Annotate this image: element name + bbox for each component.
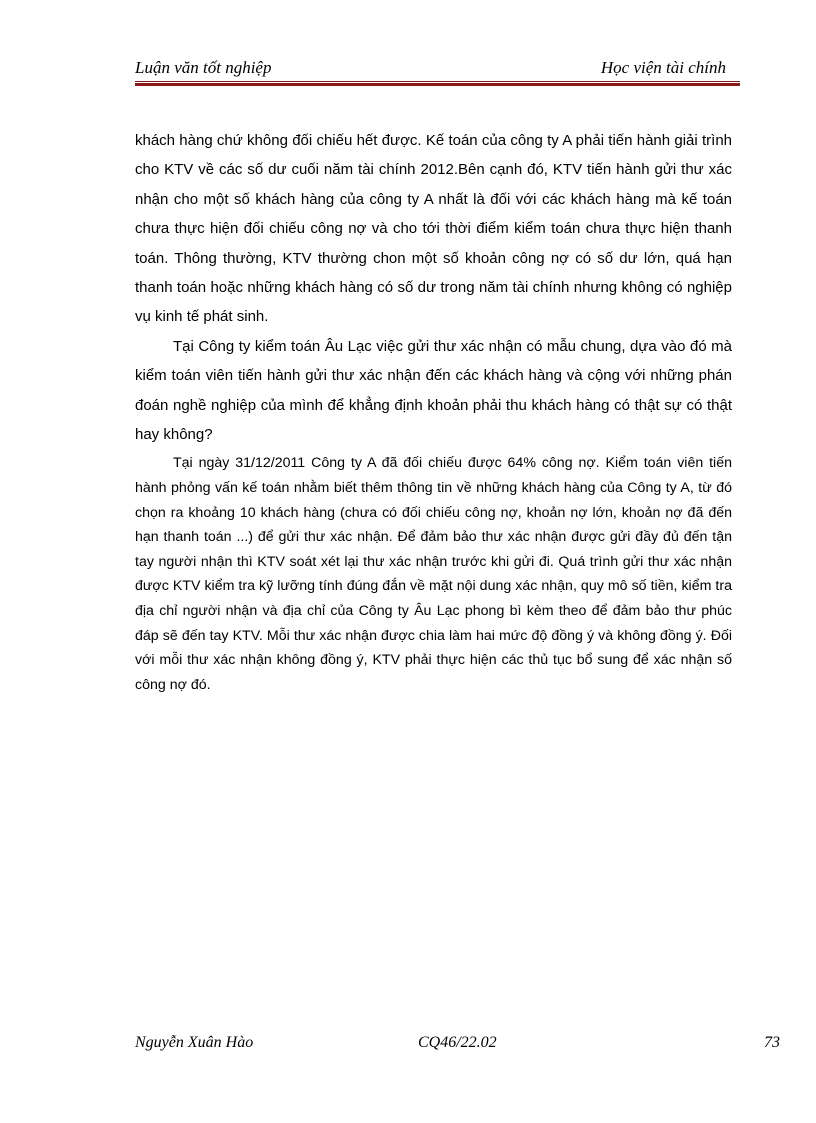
page-header (135, 58, 740, 80)
footer-class-code: CQ46/22.02 (418, 1034, 497, 1051)
page-footer (135, 1034, 780, 1056)
header-rule-thick (135, 83, 740, 86)
paragraph-company-a-confirmation: Tại ngày 31/12/2011 Công ty A đã đối chiếu được 64% công nợ. Kiểm toán viên tiến hành phỏng vấn kế toán nhằm biết thêm thông tin về những khách hàng của Công ty A, từ đó chọn ra khoảng 10 khách hàng (chưa có đối chiếu công nợ, khoản nợ lớn, khoản nợ đã đến hạn thanh toán ...) để gửi thư xác nhận. Để đảm bảo thư xác nhận được gửi đầy đủ đến tận tay người nhận thì KTV soát xét lại thư xác nhận trước khi gửi đi. Quá trình gửi thư xác nhận được KTV kiểm tra kỹ lưỡng tính đúng đắn về mặt nội dung xác nhận, quy mô số tiền, kiểm tra địa chỉ người nhận và địa chỉ của Công ty Âu Lạc phong bì kèm theo để đảm bảo thư phúc đáp sẽ đến tay KTV. Mỗi thư xác nhận được chia làm hai mức độ đồng ý và không đồng ý. Đối với mỗi thư xác nhận không đồng ý, KTV phải thực hiện các thủ tục bổ sung để xác nhận số công nợ đó. (135, 455, 732, 693)
footer-author: Nguyễn Xuân Hào (135, 1034, 254, 1051)
page-body (135, 126, 732, 697)
header-institution: Học viện tài chính (600, 58, 726, 77)
header-rule-thin (135, 81, 740, 82)
header-thesis-title: Luận văn tốt nghiệp (135, 58, 272, 77)
paragraph-au-lac-confirmation: Tại Công ty kiểm toán Âu Lạc việc gửi thư xác nhận có mẫu chung, dựa vào đó mà kiểm toán viên tiến hành gửi thư xác nhận đến các khách hàng và cộng với những phán đoán nghề nghiệp của mình để khẳng định khoản phải thu khách hàng có thật sự có thật hay không? (135, 337, 732, 444)
page-number: 73 (764, 1034, 780, 1051)
paragraph-continuation: khách hàng chứ không đối chiếu hết được. Kế toán của công ty A phải tiến hành giải trình cho KTV về các số dư cuối năm tài chính 2012.Bên cạnh đó, KTV tiến hành gửi thư xác nhận cho một số khách hàng của công ty A nhất là đối với các khách hàng mà kế toán chưa thực hiện đối chiếu công nợ và cho tới thời điểm kiểm toán chưa thực hiện thanh toán. Thông thường, KTV thường chon một số khoản công nợ có số dư lớn, quá hạn thanh toán hoặc những khách hàng có số dư trong năm tài chính nhưng không có nghiệp vụ kinh tế phát sinh. (135, 132, 732, 326)
